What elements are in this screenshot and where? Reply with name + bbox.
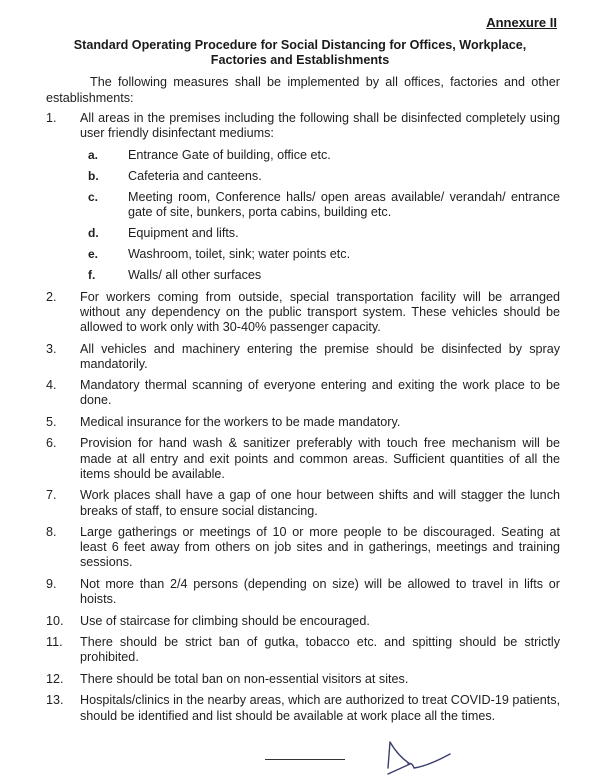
list-item — [46, 693, 560, 723]
item-number: 8. — [46, 525, 57, 540]
sub-item-letter: b. — [88, 168, 99, 183]
sub-item-letter: d. — [88, 226, 99, 241]
item-number: 3. — [46, 341, 57, 356]
annexure-label: Annexure II — [486, 15, 557, 30]
list-item — [46, 436, 560, 482]
list-item — [46, 525, 560, 571]
item-number: 5. — [46, 414, 57, 429]
item-text: Provision for hand wash & sanitizer preferably with touch free mechanism will be made at all entry and exit points and common areas. Sufficient quantities of all the items should be available. — [80, 436, 560, 481]
item-number: 2. — [46, 289, 57, 304]
item-text: Use of staircase for climbing should be encouraged. — [80, 613, 370, 628]
sub-item — [80, 268, 560, 283]
item-number: 10. — [46, 613, 64, 628]
signature-line — [265, 759, 345, 760]
list-item — [46, 415, 560, 430]
sub-item-text: Entrance Gate of building, office etc. — [128, 147, 331, 162]
intro-paragraph: The following measures shall be implemented by all offices, factories and other establishments: — [46, 75, 560, 105]
item-number: 7. — [46, 488, 57, 503]
list-item — [46, 378, 560, 408]
list-item — [46, 577, 560, 607]
sub-item — [80, 148, 560, 163]
item-text: There should be strict ban of gutka, tobacco etc. and spitting should be strictly prohibited. — [80, 635, 560, 665]
sub-item-text: Cafeteria and canteens. — [128, 168, 262, 183]
list-item — [46, 672, 560, 687]
item-text: For workers coming from outside, special transportation facility will be arranged without any dependency on the public transport system. These vehicles should be allowed to work only with 30-40% passenger capacity. — [80, 289, 560, 335]
sub-item — [80, 169, 560, 184]
document-title — [40, 38, 560, 68]
sub-item-text: Walls/ all other surfaces — [128, 268, 262, 283]
item-text: Work places shall have a gap of one hour between shifts and will stagger the lunch breaks of staff, to ensure social distancing. — [80, 488, 560, 518]
item-text: There should be total ban on non-essential visitors at sites. — [80, 671, 409, 686]
list-item — [46, 111, 560, 283]
item-text: Not more than 2/4 persons (depending on size) will be allowed to travel in lifts or hoists. — [80, 576, 560, 607]
measures-list — [46, 111, 560, 730]
list-item — [46, 635, 560, 665]
sub-item-letter: e. — [88, 247, 99, 262]
sub-item — [80, 190, 560, 220]
sub-item — [80, 247, 560, 262]
item-number: 9. — [46, 576, 57, 591]
item-number: 12. — [46, 671, 64, 686]
item-number: 11. — [46, 635, 63, 650]
sub-item-text: Washroom, toilet, sink; water points etc. — [128, 247, 351, 262]
sub-item-letter: f. — [88, 268, 96, 283]
title-line-2: Factories and Establishments — [210, 53, 390, 67]
item-number: 6. — [46, 436, 57, 451]
sub-item — [80, 226, 560, 241]
sub-item-letter: a. — [88, 147, 99, 162]
sub-item-text: Meeting room, Conference halls/ open areas available/ verandah/ entrance gate of site, bunkers, porta cabins, building etc. — [128, 189, 560, 220]
sub-item-letter: c. — [88, 189, 99, 204]
sub-list — [80, 148, 560, 283]
list-item — [46, 488, 560, 518]
item-number: 4. — [46, 378, 57, 393]
list-item — [46, 614, 560, 629]
list-item — [46, 342, 560, 372]
sub-item-text: Equipment and lifts. — [128, 226, 239, 241]
item-text: Mandatory thermal scanning of everyone entering and exiting the work place to be done. — [80, 378, 560, 408]
title-line-1: Standard Operating Procedure for Social Distancing for Offices, Workplace, — [73, 38, 527, 52]
item-number: 1. — [46, 111, 57, 125]
item-number: 13. — [46, 693, 64, 708]
item-text: All areas in the premises including the following shall be disinfected completely using user friendly disinfectant mediums: — [80, 111, 560, 141]
item-text: Medical insurance for the workers to be made mandatory. — [80, 414, 401, 429]
signature-icon — [378, 738, 458, 776]
item-text: Large gatherings or meetings of 10 or more people to be discouraged. Seating at least 6 feet away from others on job sites and in gatherings, meetings and training sessions. — [80, 525, 560, 570]
item-text: All vehicles and machinery entering the premise should be disinfected by spray mandatorily. — [80, 341, 560, 371]
item-text: Hospitals/clinics in the nearby areas, which are authorized to treat COVID-19 patients, should be identified and list should be available at work place all the times. — [80, 693, 560, 723]
list-item — [46, 290, 560, 336]
